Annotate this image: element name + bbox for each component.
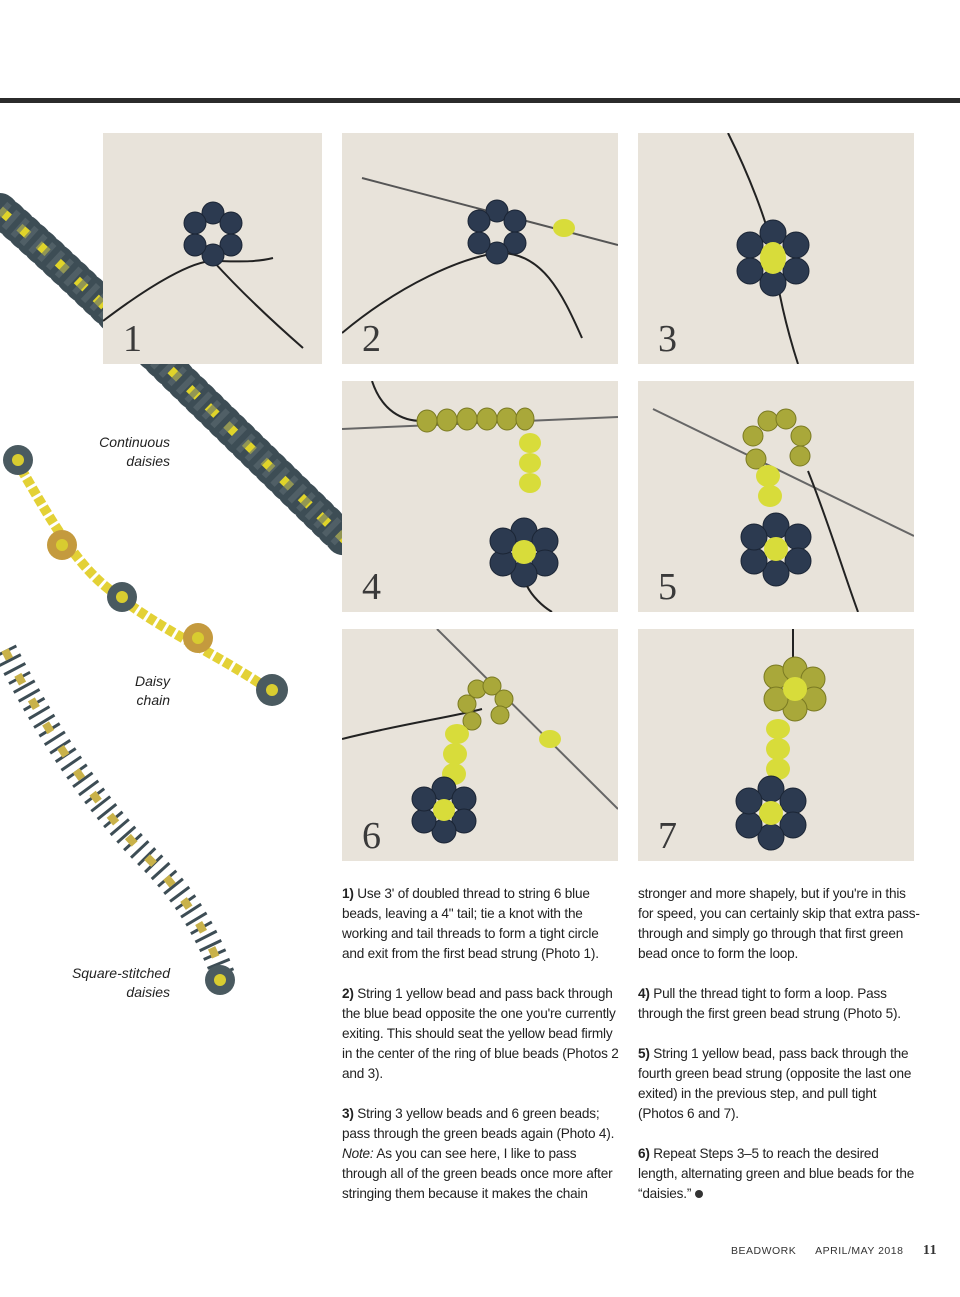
daisy-chain-strand — [3, 445, 288, 706]
instructions-column-right — [638, 884, 920, 1224]
photo-number: 2 — [362, 318, 381, 360]
instructions-column-left — [342, 884, 624, 1224]
step-4: 4) Pull the thread tight to form a loop. Pass through the first green bead strung (Photo 5). — [638, 986, 901, 1021]
photo-number: 3 — [658, 318, 677, 360]
step-photo-4 — [342, 381, 618, 612]
caption-daisy-chain: Daisy chain — [134, 673, 170, 708]
step-photo-1 — [103, 133, 322, 364]
step-6: 6) Repeat Steps 3–5 to reach the desired length, alternating green and blue beads for the “daisies.” — [638, 1146, 915, 1201]
photo-number: 7 — [658, 815, 677, 857]
step-3: 3) String 3 yellow beads and 6 green beads; pass through the green beads again (Photo 4). Note: As you can see here, I like to pass through all of the green beads once more after stringing them because it makes the chain — [342, 1104, 624, 1204]
photo-number: 5 — [658, 566, 677, 608]
photo-number: 1 — [123, 318, 142, 360]
issue-date: APRIL/MAY 2018 — [815, 1245, 904, 1257]
step-3-continued: stronger and more shapely, but if you're in this for speed, you can certainly skip that extra pass-through and simply go through that first green bead once to form the loop. — [638, 886, 920, 961]
step-photo-7 — [638, 629, 914, 861]
page-number: 11 — [922, 1243, 938, 1258]
step-2: 2) String 1 yellow bead and pass back through the blue bead opposite the one you're currently exiting. This should seat the yellow bead firmly in the center of the ring of blue beads (Photos 2 and 3). — [342, 986, 619, 1081]
photo-number: 4 — [362, 566, 381, 608]
step-1: 1) Use 3' of doubled thread to string 6 blue beads, leaving a 4" tail; tie a knot with the working and tail threads to form a tight circle and exit from the first bead strung (Photo 1). — [342, 886, 599, 961]
step-5: 5) String 1 yellow bead, pass back through the fourth green bead strung (opposite the last one exited) in the previous step, and pull tight (Photos 6 and 7). — [638, 1046, 912, 1121]
photo-number: 6 — [362, 815, 381, 857]
step-photo-2 — [342, 133, 618, 364]
caption-continuous-daisies: Continuous daisies — [99, 434, 170, 469]
end-mark-icon — [695, 1190, 703, 1198]
caption-square-stitched: Square-stitched daisies — [71, 965, 170, 1000]
magazine-name: BEADWORK — [731, 1245, 797, 1257]
page-footer — [731, 1243, 937, 1259]
step-photo-6 — [342, 629, 618, 861]
step-3-note: As you can see here, I like to pass through all of the green beads once more after stringing them because it makes the chain — [342, 1146, 613, 1201]
step-photo-5 — [638, 381, 914, 612]
header-rule — [0, 98, 960, 103]
step-photo-3 — [638, 133, 914, 364]
